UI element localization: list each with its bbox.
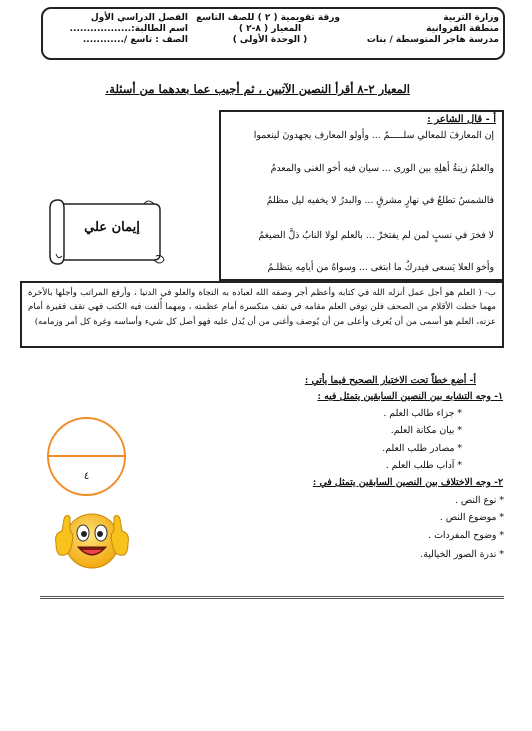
- ministry-label: وزارة التربية: [443, 13, 499, 23]
- q1-option[interactable]: * بيان مكانة العلم.: [390, 425, 462, 436]
- q2-label: ٢- وجه الاختلاف بين النصين السابقين يتمثل في :: [312, 477, 503, 488]
- q1-label: ١- وجه التشابه بين النصين السابقين يتمثل فيه :: [317, 391, 503, 402]
- prose-text: ب- ( العلم هو أجل عمل أنزله الله في كتابه وأعظم أجر وصفه الله لعباده به النجاة والعلو في الدنيا ، وأرفع المراتب وأجلها بالأخرة مهما خطت الأقلام من الصحف فلن توفي العلم مقامه في تقف منكسرة أمام عظمته ، ومهما أُلفت فيه الكتب فهي تقف فقيرة أمام عزته، العلم هو أسمى من أن يُعرف وأعلى من أن يُوصف وأغنى من أن يُدل عليه فهو أصل كل شيء وأساسه وغرة كل أمر وزمامه): [28, 288, 496, 327]
- district-label: منطقة الفروانية: [426, 24, 499, 34]
- student-name-field: اسم الطالبة:..................: [69, 24, 188, 34]
- grade-value: ٤: [83, 471, 90, 482]
- thumbs-up-emoji-icon: [52, 503, 132, 577]
- poem-line: إن المعارفَ للمعالي سلـــــمٌ ... وأولو المعارف يجهدونَ لينعموا: [253, 130, 494, 141]
- q2-option[interactable]: * وضوح المفردات .: [428, 530, 504, 541]
- grade-divider: [47, 455, 126, 457]
- student-name-text: إيمان علي: [84, 220, 140, 235]
- q1-option[interactable]: * مصادر طلب العلم.: [382, 443, 462, 454]
- header-left: [69, 13, 188, 46]
- standard-label: المعيار ( ٨-٢ ): [238, 24, 302, 34]
- prose-box: [20, 281, 504, 348]
- semester-label: الفصل الدراسي الأول: [90, 13, 188, 23]
- q2-option[interactable]: * ندرة الصور الخيالية.: [420, 549, 504, 560]
- poem-box: [219, 110, 504, 281]
- bottom-separator: [40, 596, 504, 599]
- q2-option[interactable]: * موضوع النص .: [439, 512, 504, 523]
- question-heading: أ- أضع خطاً تحت الاختيار الصحيح فيما يأتي :: [304, 375, 476, 386]
- unit-label: ( الوحدة الأولى ): [232, 35, 308, 45]
- page-title: المعيار ٢-٨ أقرأ النصين الآتيين ، ثم أجيب عما بعدهما من أسئلة.: [105, 82, 410, 96]
- poem-line: فالشمسُ تطلعُ في نهارٍ مشرقٍ ... والبدرُ لا يخفيه ليل مظلمُ: [266, 195, 494, 206]
- q2-option[interactable]: * نوع النص .: [454, 495, 504, 506]
- class-field: الصف : تاسع /............: [82, 35, 188, 45]
- name-scroll: [44, 194, 166, 270]
- poem-heading: أ - قال الشاعر :: [427, 114, 496, 125]
- worksheet-label: ورقة تقويمية ( ٢ ) للصف التاسع: [196, 13, 340, 23]
- poem-line: وأخو العلا يَسعى فيدركُ ما ابتغى ... وسواهُ من أيامِه يتظلـمُ: [267, 262, 494, 273]
- q1-option[interactable]: * آداب طلب العلم .: [385, 460, 462, 471]
- poem-line: والعلمُ زينةُ أهلِهِ بين الورى ... سيان فيه أخو الغنى والمعدمُ: [270, 163, 494, 174]
- q1-option[interactable]: * جزاء طالب العلم .: [383, 408, 462, 419]
- header-middle: [196, 13, 340, 46]
- header-right: [367, 13, 499, 46]
- poem-line: لا فخرَ في نسبٍ لمن لم يفتخرْ ... بالعلم لولا النابُ ذلَّ الضيغمُ: [258, 230, 494, 241]
- school-label: مدرسة هاجر المتوسطة / بنات: [366, 35, 499, 45]
